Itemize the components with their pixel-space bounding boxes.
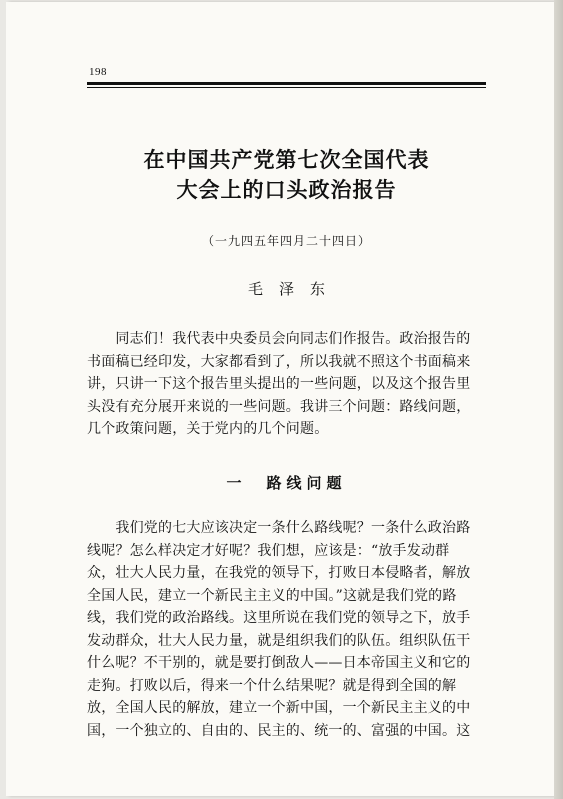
paragraph-line-question bbox=[87, 517, 486, 742]
text-line: 讲，只讲一下这个报告里头提出的一些问题，以及这个报告里 bbox=[87, 376, 471, 392]
text-line: 头没有充分展开来说的一些问题。我讲三个问题：路线问题， bbox=[87, 398, 471, 415]
paragraph-intro bbox=[87, 328, 486, 441]
text-line: 众，壮大人民力量，在我党的领导下，打败日本侵略者，解放 bbox=[87, 565, 471, 581]
text-line: 国，一个独立的、自由的、民主的、统一的、富强的中国。这 bbox=[87, 722, 471, 739]
text-line: 线呢？怎么样决定才好呢？我们想，应该是：“放手发动群 bbox=[87, 542, 450, 559]
page-number: 198 bbox=[89, 66, 107, 78]
section-heading: 一 路线问题 bbox=[226, 474, 347, 492]
text-line: 什么呢？不干别的，就是要打倒敌人——日本帝国主义和它的 bbox=[87, 655, 471, 671]
header-rule-thick bbox=[87, 82, 486, 85]
text-line: 我们党的七大应该决定一条什么路线呢？一条什么政治路 bbox=[87, 520, 471, 536]
text-line: 同志们！我代表中央委员会向同志们作报告。政治报告的 bbox=[87, 331, 471, 347]
text-line: 全国人民，建立一个新民主主义的中国。”这就是我们党的路 bbox=[87, 587, 457, 604]
text-line: 走狗。打败以后，得来一个什么结果呢？就是得到全国的解 bbox=[87, 677, 457, 694]
page-title-line-2: 大会上的口头政治报告 bbox=[176, 178, 397, 202]
text-line: 放，全国人民的解放，建立一个新中国，一个新民主主义的中 bbox=[87, 700, 471, 716]
text-line: 几个政策问题，关于党内的几个问题。 bbox=[87, 421, 329, 437]
text-line: 书面稿已经印发，大家都看到了，所以我就不照这个书面稿来 bbox=[87, 353, 471, 370]
text-line: 发动群众，壮大人民力量，就是组织我们的队伍。组织队伍干 bbox=[87, 632, 471, 649]
header-rule-thin bbox=[87, 87, 486, 88]
book-spine bbox=[554, 0, 563, 799]
speech-date: （一九四五年四月二十四日） bbox=[201, 234, 371, 248]
page-title-line-1: 在中国共产党第七次全国代表 bbox=[143, 148, 430, 172]
text-line: 线，我们党的政治路线。这里所说在我们党的领导之下，放手 bbox=[87, 610, 471, 626]
author-name: 毛泽东 bbox=[247, 280, 341, 298]
book-page bbox=[6, 2, 554, 796]
